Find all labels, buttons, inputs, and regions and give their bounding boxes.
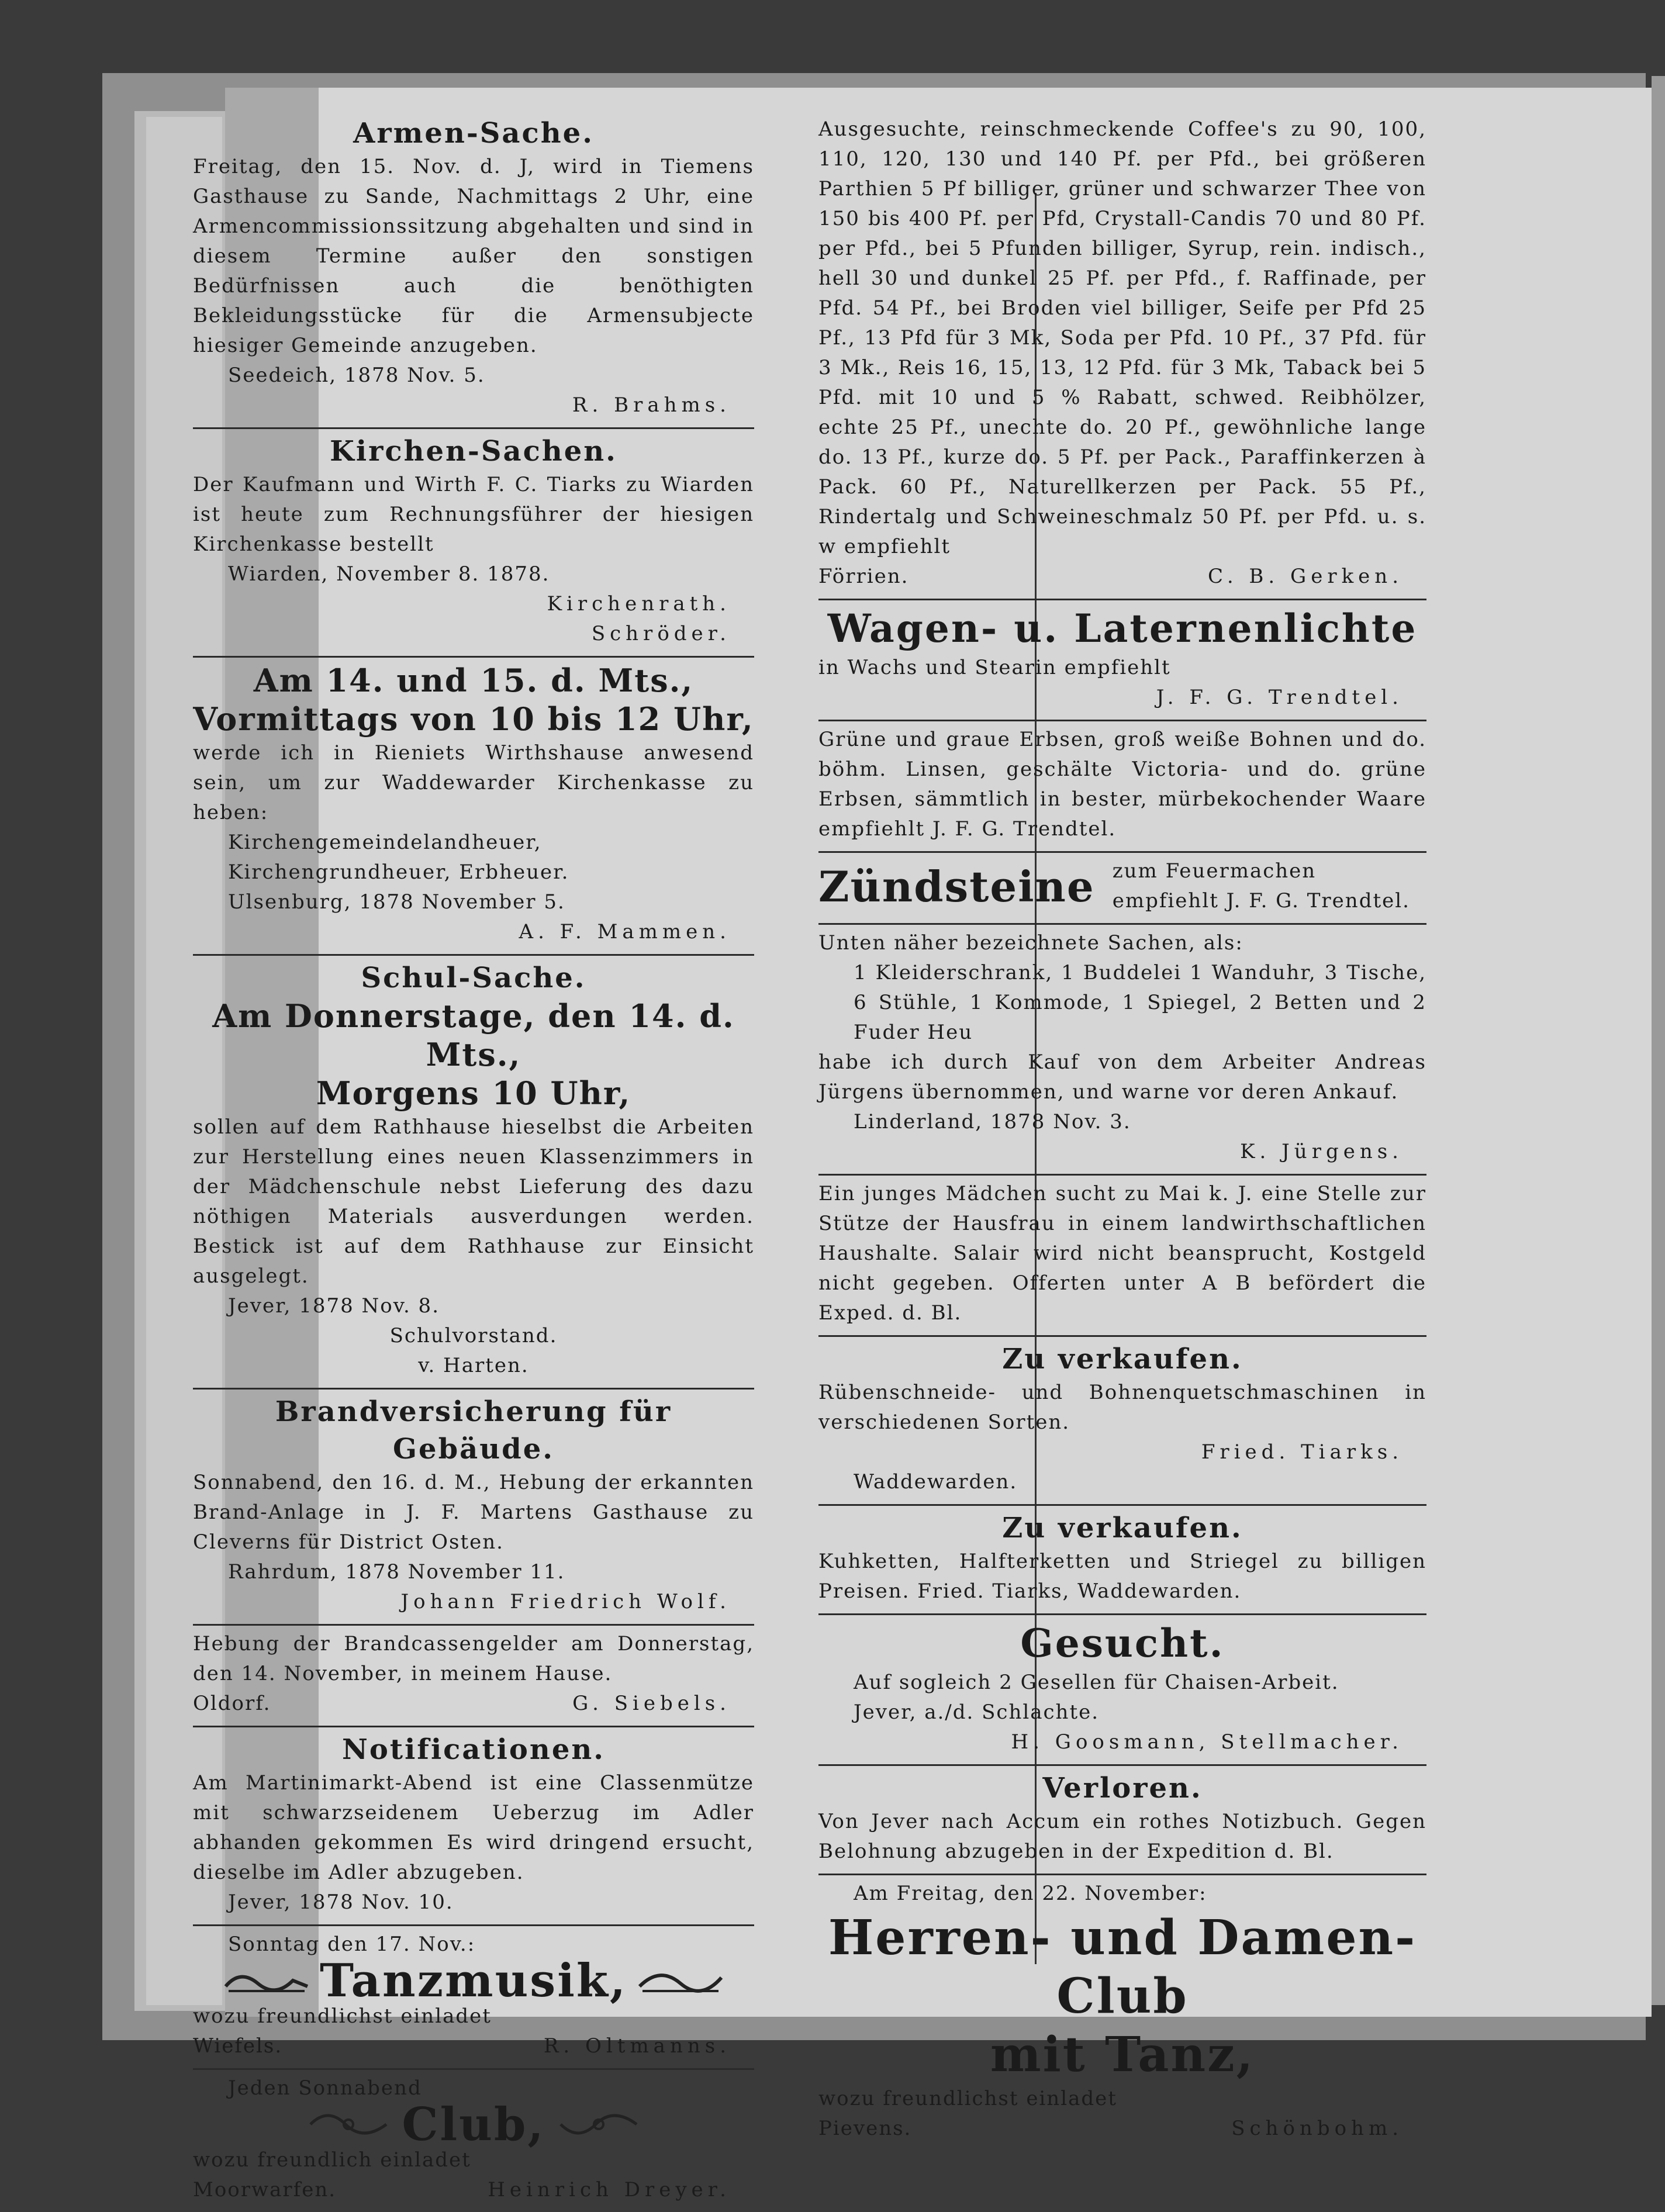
ad-club — [193, 2070, 754, 2212]
ad-place: Wiarden, November 8. 1878. — [228, 562, 550, 586]
ad-tanzmusik — [193, 1926, 754, 2070]
ad-signature: Schulvorstand. — [389, 1324, 558, 1347]
ad-signature: A. F. Mammen. — [519, 920, 731, 943]
ad-title: Brandversicherung für Gebäude. — [275, 1395, 672, 1466]
ad-brand — [193, 1390, 754, 1626]
ad-place: Förrien. — [818, 565, 909, 588]
ad-body: Sonnabend, den 16. d. M., Hebung der erkannten Brand-Anlage in J. F. Martens Gasthause zu Cleverns für District Osten. — [193, 1471, 754, 1554]
ad-title: Armen-Sache. — [353, 117, 594, 150]
ad-armen — [193, 111, 754, 429]
ad-body: Ein junges Mädchen sucht zu Mai k. J. eine Stelle zur Stütze der Hausfrau in einem landwirthschaftlichen Haushalte. Salair wird nicht beansprucht, Kostgeld nicht gegeben. Offerten unter A B befördert die Exped. d. Bl. — [818, 1182, 1426, 1325]
ad-footer — [818, 2114, 1426, 2144]
ad-headline: Morgens 10 Uhr, — [316, 1074, 631, 1112]
ad-footer — [193, 1689, 754, 1719]
right-column — [818, 111, 1426, 2151]
ad-kirchen — [193, 429, 754, 658]
ad-coffee — [818, 111, 1426, 600]
ad-date: Sonntag den 17. Nov.: — [228, 1933, 476, 1956]
ad-place: Jever, 1878 Nov. 8. — [228, 1294, 440, 1318]
ad-items: Kirchengemeindelandheuer, Kirchengrundheuer, Erbheuer. — [228, 831, 569, 884]
ad-verloren — [818, 1766, 1426, 1875]
ad-body: Freitag, den 15. Nov. d. J, wird in Tiemens Gasthause zu Sande, Nachmittags 2 Uhr, eine Armencommissionssitzung abgehalten und sind in diesem Termine außer den sonstigen Bedürfnissen auch die benöthigten Bekleidungsstücke für die Armensubjecte hiesiger Gemeinde anzugeben. — [193, 155, 754, 357]
ad-hebung — [193, 1626, 754, 1727]
ad-items: 1 Kleiderschrank, 1 Buddelei 1 Wanduhr, 3 Tische, 6 Stühle, 1 Kommode, 1 Spiegel, 2 Betten und 2 Fuder Heu — [854, 961, 1426, 1044]
ad-body: werde ich in Rieniets Wirthshause anwesend sein, um zur Waddewarder Kirchenkasse zu heben: — [193, 741, 754, 824]
ad-kirchenkasse — [193, 658, 754, 956]
ad-signature: R. Brahms. — [572, 393, 731, 417]
ad-title: Zu verkaufen. — [1002, 1343, 1243, 1375]
ad-title: mit Tanz, — [990, 2027, 1255, 2083]
left-column — [193, 111, 754, 2212]
ad-body: Von Jever nach Accum ein rothes Notizbuch. Gegen Belohnung abzugeben in der Expedition d. Bl. — [818, 1810, 1426, 1863]
ad-title: Verloren. — [1042, 1772, 1203, 1805]
ad-signature: Heinrich Dreyer. — [488, 2178, 731, 2201]
ad-body: Grüne und graue Erbsen, groß weiße Bohnen und do. böhm. Linsen, geschälte Victoria- und do. grüne Erbsen, sämmtlich in bester, mürbekochender Waare empfiehlt J. F. G. Trendtel. — [818, 728, 1426, 841]
ad-title: Schul-Sache. — [361, 962, 586, 994]
ad-invite: wozu freundlichst einladet — [193, 2004, 492, 2028]
ad-place: Jever, a./d. Schlachte. — [854, 1701, 1100, 1724]
ad-verkaufen-1 — [818, 1337, 1426, 1506]
ad-invite: wozu freundlich einladet — [193, 2148, 471, 2172]
ad-body: Rübenschneide- und Bohnenquetschmaschinen in verschiedenen Sorten. — [818, 1381, 1426, 1434]
ad-body: sollen auf dem Rathhause hieselbst die Arbeiten zur Herstellung eines neuen Klassenzimmers in der Mädchenschule nebst Lieferung des dazu nöthigen Materials ausverdungen werden. Bestick ist auf dem Rathhause zur Einsicht ausgelegt. — [193, 1115, 754, 1288]
ad-place: Rahrdum, 1878 November 11. — [228, 1560, 565, 1584]
ad-title: Club, — [402, 2097, 545, 2151]
ad-body: Auf sogleich 2 Gesellen für Chaisen-Arbeit. — [854, 1671, 1339, 1694]
ad-body: zum Feuermachen empfiehlt J. F. G. Trendtel. — [1112, 859, 1410, 913]
ad-title: Tanzmusik, — [319, 1954, 628, 2007]
ad-maedchen — [818, 1176, 1426, 1337]
ad-signature: Schröder. — [591, 622, 731, 645]
ad-signature: R. Oltmanns. — [543, 2034, 731, 2058]
ornament-right-icon — [555, 2107, 642, 2142]
ad-gesucht — [818, 1615, 1426, 1766]
ad-date: Am Freitag, den 22. November: — [854, 1882, 1207, 1905]
ad-notificationen — [193, 1727, 754, 1926]
ad-place: Seedeich, 1878 Nov. 5. — [228, 364, 485, 387]
ad-moebel — [818, 925, 1426, 1176]
club-headline — [193, 2097, 754, 2151]
zund-row — [818, 856, 1426, 916]
ad-body: Am Martinimarkt-Abend ist eine Classenmütze mit schwarzseidenem Ueberzug im Adler abhanden gekommen Es wird dringend ersucht, dieselbe im Adler abzugeben. — [193, 1771, 754, 1884]
ad-signature: H. Goosmann, Stellmacher. — [1011, 1730, 1403, 1754]
ad-signature: Fried. Tiarks. — [1201, 1440, 1403, 1464]
ad-herren-club — [818, 1875, 1426, 2151]
ad-signature: Johann Friedrich Wolf. — [400, 1590, 731, 1613]
ad-signature: G. Siebels. — [572, 1692, 731, 1715]
ad-title: Herren- und Damen-Club — [828, 1910, 1417, 2024]
ad-footer — [193, 2031, 754, 2061]
ad-headline: Vormittags von 10 bis 12 Uhr, — [193, 700, 754, 738]
ad-place: Wiefels. — [193, 2034, 283, 2058]
ad-body: Kuhketten, Halfterketten und Striegel zu billigen Preisen. Fried. Tiarks, Waddewarden. — [818, 1550, 1426, 1603]
ad-footer — [818, 562, 1426, 592]
ad-body: Ausgesuchte, reinschmeckende Coffee's zu 90, 100, 110, 120, 130 und 140 Pf. per Pfd., bei größeren Parthien 5 Pf billiger, grüner und schwarzer Thee von 150 bis 400 Pf. per Pfd, Crystall-Candis 70 und 80 Pf. per Pfd., bei 5 Pfunden billiger, Syrup, rein. indisch., hell 30 und dunkel 25 Pf. per Pfd., f. Raffinade, per Pfd. 54 Pf., bei Broden viel billiger, Seife per Pfd 25 Pf., 13 Pfd für 3 Mk, Soda per Pfd. 10 Pf., 37 Pfd. für 3 Mk., Reis 16, 15, 13, 12 Pfd. für 3 Mk, Taback bei 5 Pfd. mit 10 und 5 % Rabatt, schwed. Reibhölzer, echte 25 Pf., unechte do. 20 Pf., gewöhnliche lange do. 13 Pf., kurze do. 5 Pf. per Pack., Paraffinkerzen à Pack. 60 Pf., Naturellkerzen per Pack. 55 Pf., Rindertalg und Schweineschmalz 50 Pf. per Pfd. u. s. w empfiehlt — [818, 117, 1426, 558]
ad-title: Gesucht. — [1020, 1620, 1225, 1666]
ad-headline: Am Donnerstage, den 14. d. Mts., — [212, 997, 735, 1073]
ad-place: Pievens. — [818, 2117, 912, 2140]
ad-verkaufen-2 — [818, 1506, 1426, 1615]
ad-body: in Wachs und Stearin empfiehlt — [818, 656, 1171, 679]
ad-body: habe ich durch Kauf von dem Arbeiter Andreas Jürgens übernommen, und warne vor deren Ankauf. — [818, 1050, 1426, 1104]
ad-signature: C. B. Gerken. — [1208, 565, 1403, 588]
ad-signature: K. Jürgens. — [1240, 1140, 1403, 1163]
ad-title: Kirchen-Sachen. — [330, 435, 617, 468]
ad-body: Hebung der Brandcassengelder am Donnerstag, den 14. November, in meinem Hause. — [193, 1632, 754, 1685]
ad-place: Moorwarfen. — [193, 2178, 337, 2201]
ad-date: Jeden Sonnabend — [228, 2076, 422, 2100]
ad-signature: J. F. G. Trendtel. — [1156, 686, 1403, 709]
ad-place: Oldorf. — [193, 1692, 271, 1715]
ad-signature: Schönbohm. — [1231, 2117, 1403, 2140]
ornament-right-icon — [637, 1963, 724, 1998]
ad-place: Waddewarden. — [854, 1470, 1018, 1494]
ad-zuendsteine — [818, 853, 1426, 925]
ad-intro: Unten näher bezeichnete Sachen, als: — [818, 931, 1243, 955]
ad-title: Zu verkaufen. — [1002, 1512, 1243, 1544]
ad-title: Wagen- u. Laternenlichte — [827, 606, 1418, 651]
ad-signature: v. Harten. — [418, 1354, 529, 1377]
ad-place: Jever, 1878 Nov. 10. — [228, 1890, 454, 1914]
ad-title: Notificationen. — [342, 1733, 605, 1766]
ad-wagen — [818, 600, 1426, 721]
ad-place: Ulsenburg, 1878 November 5. — [228, 890, 565, 914]
ad-signature: Kirchenrath. — [547, 592, 731, 616]
ad-footer — [193, 2175, 754, 2205]
ad-body: Der Kaufmann und Wirth F. C. Tiarks zu Wiarden ist heute zum Rechnungsführer der hiesigen Kirchenkasse bestellt — [193, 473, 754, 556]
ornament-left-icon — [305, 2107, 392, 2142]
tanz-headline — [193, 1954, 754, 2007]
ornament-left-icon — [223, 1963, 310, 1998]
ad-headline: Am 14. und 15. d. Mts., — [253, 662, 694, 699]
ad-schul — [193, 956, 754, 1390]
ad-title: Zündsteine — [818, 861, 1095, 911]
ad-erbsen — [818, 721, 1426, 853]
ad-place: Linderland, 1878 Nov. 3. — [854, 1110, 1131, 1133]
ad-invite: wozu freundlichst einladet — [818, 2087, 1117, 2110]
